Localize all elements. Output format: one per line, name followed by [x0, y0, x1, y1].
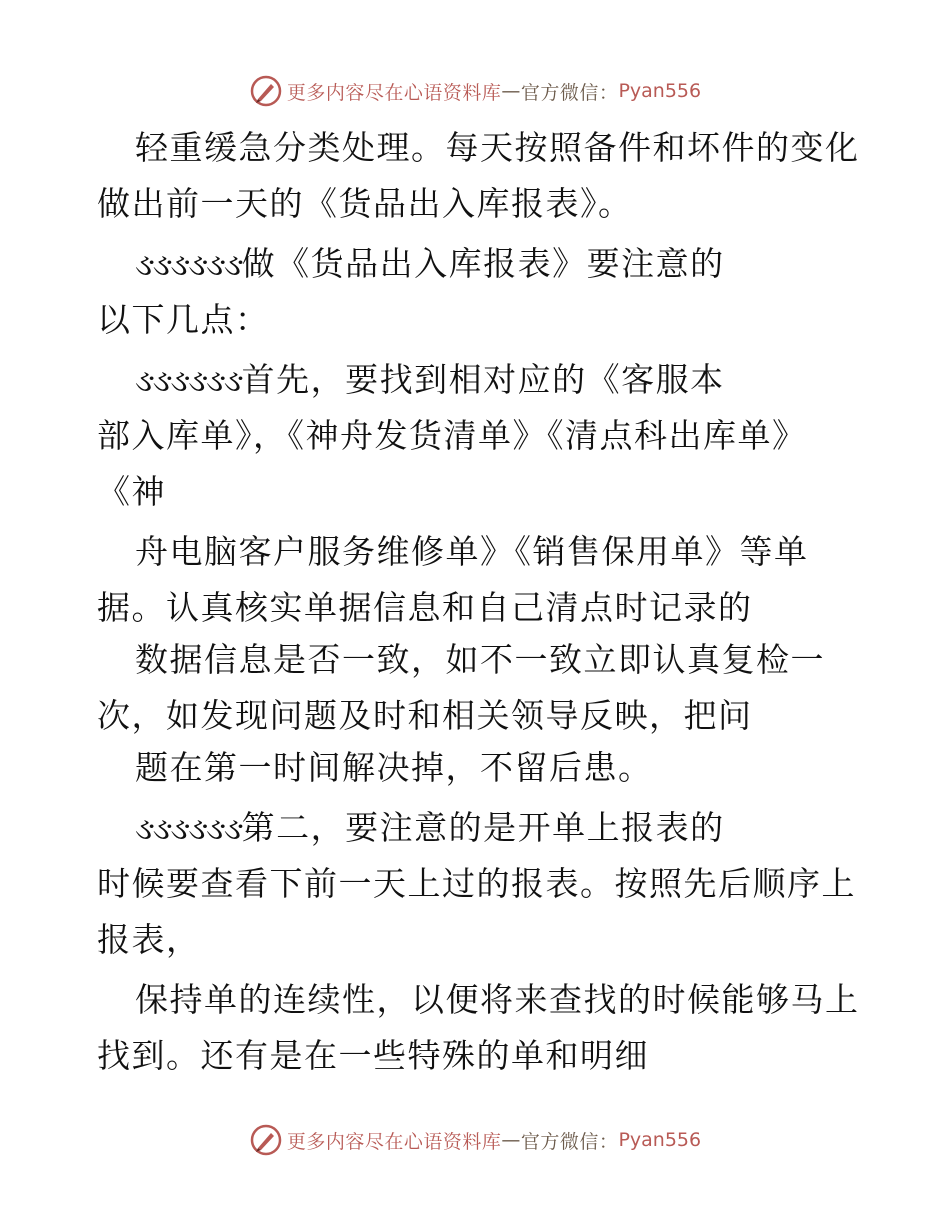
paragraph-text: 做《货品出入库报表》要注意的 — [241, 244, 725, 283]
text-line: 轻重缓急分类处理。每天按照备件和坏件的变化 — [135, 128, 860, 167]
ornament-icon: ઙઙઙઙઙઙ — [135, 811, 242, 847]
watermark-text: 更多内容尽在心语资料库 — [286, 1130, 502, 1153]
text-line: 找到。还有是在一些特殊的单和明细 — [97, 1036, 649, 1075]
document-body — [97, 126, 860, 1090]
watermark-wechat-id: Pyan556 — [618, 1129, 702, 1151]
text-line: 做出前一天的《货品出入库报表》。 — [97, 184, 633, 223]
ornament-icon: ઙઙઙઙઙઙ — [135, 247, 242, 283]
watermark-official-label: 官方微信： — [520, 81, 619, 104]
text-line: 保持单的连续性，以便将来查找的时候能够马上 — [135, 980, 860, 1019]
text-line — [97, 358, 857, 414]
text-line: 部入库单》，《神舟发货清单》《清点科出库单》 — [97, 416, 807, 455]
text-line: 舟电脑客户服务维修单》《销售保用单》等单 — [135, 532, 809, 571]
text-line — [97, 242, 857, 298]
footer-watermark — [0, 1120, 950, 1160]
text-line: 据。认真核实单据信息和自己清点时记录的 — [97, 588, 753, 627]
watermark-text: 更多内容尽在心语资料库 — [286, 81, 502, 104]
text-line: 以下几点： — [97, 300, 270, 339]
pen-logo-icon — [249, 1123, 283, 1157]
watermark-official-label: 官方微信： — [520, 1130, 619, 1153]
watermark-separator: — — [501, 1129, 521, 1151]
text-line — [97, 806, 857, 862]
text-line: 题在第一时间解决掉，不留后患。 — [135, 748, 653, 787]
pen-logo-icon — [249, 74, 283, 108]
text-line: 报表， — [97, 920, 201, 959]
watermark-separator: — — [501, 80, 521, 102]
watermark-wechat-id: Pyan556 — [618, 80, 702, 102]
text-line: 数据信息是否一致，如不一致立即认真复检一 — [135, 640, 825, 679]
text-line: 时候要查看下前一天上过的报表。按照先后顺序上 — [97, 864, 856, 903]
paragraph-text: 第二，要注意的是开单上报表的 — [241, 808, 725, 847]
text-line: 《神 — [97, 472, 166, 511]
header-watermark — [0, 71, 950, 111]
paragraph-text: 首先，要找到相对应的《客服本 — [241, 360, 725, 399]
text-line: 次，如发现问题及时和相关领导反映，把问 — [97, 696, 753, 735]
ornament-icon: ઙઙઙઙઙઙ — [135, 363, 242, 399]
